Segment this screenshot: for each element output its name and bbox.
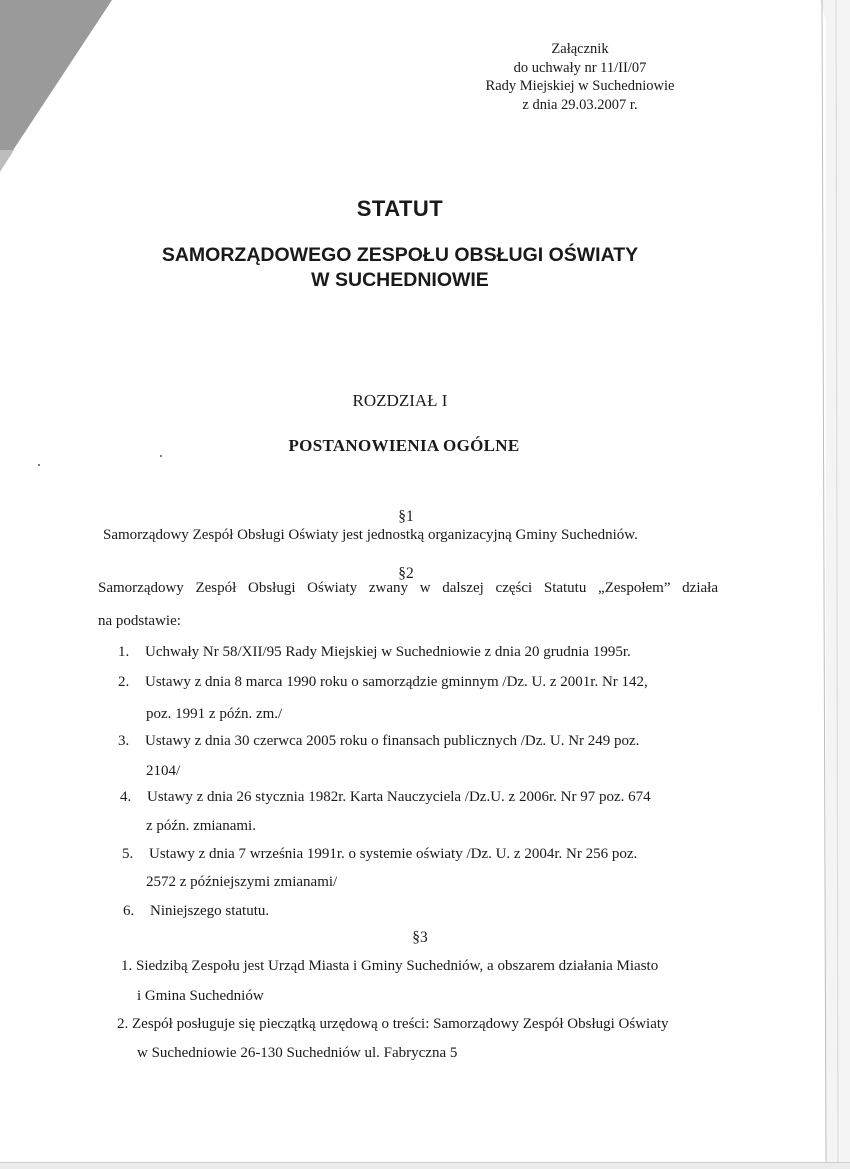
- list-item-number: 3.: [118, 733, 130, 749]
- list-item: [122, 846, 722, 863]
- list-item-continuation: w Suchedniowie 26-130 Suchedniów ul. Fabryczna 5: [137, 1045, 458, 1061]
- list-item-continuation: 2104/: [146, 763, 181, 779]
- document-subtitle: [0, 243, 800, 293]
- list-item: [117, 1016, 669, 1033]
- section-3-mark: §3: [412, 929, 428, 946]
- list-item-continuation: poz. 1991 z późn. zm./: [146, 706, 283, 722]
- list-item-text: Ustawy z dnia 26 stycznia 1982r. Karta Nauczyciela /Dz.U. z 2006r. Nr 97 poz. 674: [147, 789, 651, 805]
- section-1-mark: §1: [398, 508, 414, 525]
- list-item: [118, 674, 718, 691]
- list-item-text: Zespół posługuje się pieczątką urzędową o treści: Samorządowy Zespół Obsługi Oświaty: [132, 1016, 669, 1032]
- list-item-text: Ustawy z dnia 8 marca 1990 roku o samorządzie gminnym /Dz. U. z 2001r. Nr 142,: [145, 674, 648, 690]
- list-item: [118, 644, 631, 661]
- chapter-label: ROZDZIAŁ I: [352, 391, 448, 410]
- subtitle-line-2: W SUCHEDNIOWIE: [311, 269, 489, 291]
- subtitle-line-1: SAMORZĄDOWEGO ZESPOŁU OBSŁUGI OŚWIATY: [161, 244, 639, 266]
- list-item: [120, 789, 651, 806]
- list-item: [123, 903, 269, 920]
- scan-speck: [38, 464, 40, 466]
- list-item-number: 2.: [118, 674, 130, 690]
- document-title: STATUT: [356, 196, 444, 221]
- list-item-text: Siedzibą Zespołu jest Urząd Miasta i Gminy Suchedniów, a obszarem działania Miasto: [136, 958, 659, 974]
- resolution-date: z dnia 29.03.2007 r.: [522, 96, 638, 113]
- scan-bottom-edge: [0, 1162, 850, 1169]
- list-item-text: Ustawy z dnia 30 czerwca 2005 roku o finansach publicznych /Dz. U. Nr 249 poz.: [145, 733, 640, 749]
- list-item-continuation: i Gmina Suchedniów: [137, 988, 264, 1004]
- council-name: Rady Miejskiej w Suchedniowie: [485, 78, 675, 94]
- attachment-header: [470, 40, 690, 114]
- list-item-text: Ustawy z dnia 7 września 1991r. o systemie oświaty /Dz. U. z 2004r. Nr 256 poz.: [149, 846, 638, 862]
- list-item-continuation: z późn. zmianami.: [146, 818, 256, 834]
- section-2-intro-line-2: na podstawie:: [98, 613, 181, 629]
- list-item-number: 2.: [117, 1016, 129, 1032]
- list-item: [121, 958, 658, 975]
- section-2-mark: §2: [398, 565, 414, 582]
- list-item: [118, 733, 720, 750]
- list-item-number: 5.: [122, 846, 134, 862]
- list-item-number: 1.: [121, 958, 133, 974]
- list-item-number: 6.: [123, 903, 135, 919]
- list-item-text: Uchwały Nr 58/XII/95 Rady Miejskiej w Suchedniowie z dnia 20 grudnia 1995r.: [145, 644, 631, 660]
- list-item-continuation: 2572 z późniejszymi zmianami/: [146, 874, 338, 890]
- attachment-label: Załącznik: [551, 41, 609, 57]
- resolution-number: do uchwały nr 11/II/07: [513, 59, 647, 76]
- section-2-intro-line-1: Samorządowy Zespół Obsługi Oświaty zwany w dalszej części Statutu „Zespołem” działa: [98, 580, 718, 596]
- chapter-title: POSTANOWIENIA OGÓLNE: [288, 436, 520, 455]
- list-item-number: 4.: [120, 789, 132, 805]
- section-1-text: Samorządowy Zespół Obsługi Oświaty jest jednostką organizacyjną Gminy Suchedniów.: [103, 527, 638, 543]
- list-item-text: Niniejszego statutu.: [150, 903, 270, 919]
- list-item-number: 1.: [118, 644, 130, 660]
